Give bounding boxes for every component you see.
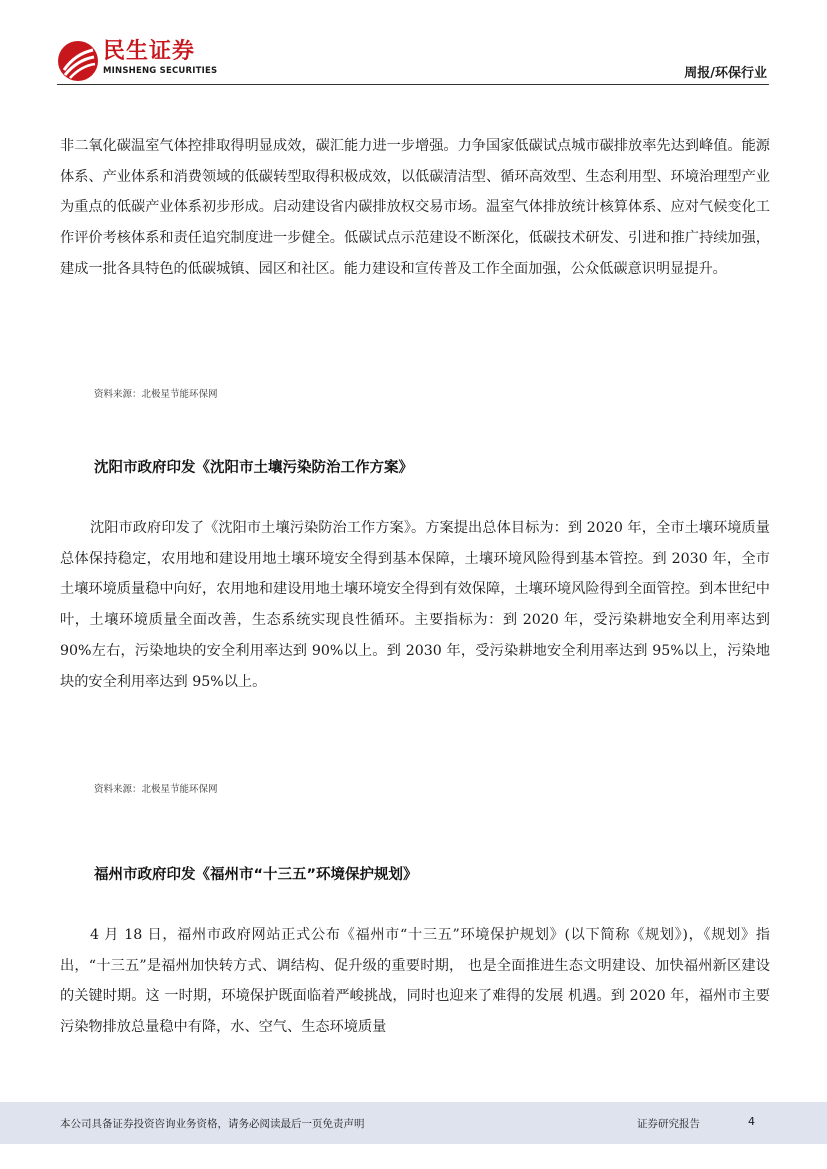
paragraph-low-carbon: 非二氧化碳温室气体控排取得明显成效，碳汇能力进一步增强。力争国家低碳试点城市碳排放率先达到峰值。能源体系、产业体系和消费领域的低碳转型取得积极成效，以低碳清洁型、循环高效型、生态利用型、环境治理型产业为重点的低碳产业体系初步形成。启动建设省内碳排放权交易市场。温室气体排放统计核算体系、应对气候变化工作评价考核体系和责任追究制度进一步健全。低碳试点示范建设不断深化，低碳技术研发、引进和推广持续加强，建成一批各具特色的低碳城镇、园区和社区。能力建设和宣传普及工作全面加强，公众低碳意识明显提升。	[60, 138, 770, 277]
page-header	[0, 0, 827, 90]
paragraph-shenyang: 沈阳市政府印发了《沈阳市土壤污染防治工作方案》。方案提出总体目标为：到 2020 年，全市土壤环境质量总体保持稳定，农用地和建设用地土壤环境安全得到基本保障，土壤环境风险得到基本管控。到 2030 年，全市土壤环境质量稳中向好，农用地和建设用地土壤环境安全得到有效保障，土壤环境风险得到全面管控。到本世纪中叶，土壤环境质量全面改善，生态系统实现良性循环。主要指标为：到 2020 年，受污染耕地安全利用率达到 90%左右，污染地块的安全利用率达到 90%以上。到 2030 年，受污染耕地安全利用率达到 95%以上，污染地块的安全利用率达到 95%以上。	[60, 520, 771, 690]
page-footer	[0, 1102, 827, 1144]
section-title-shenyang: 沈阳市政府印发《沈阳市土壤污染防治工作方案》	[94, 460, 413, 476]
brand-name-en: MINSHENG SECURITIES	[103, 66, 218, 76]
footer-disclaimer: 本公司具备证券投资咨询业务资格，请务必阅读最后一页免责声明	[60, 1118, 365, 1130]
section-title-fuzhou: 福州市政府印发《福州市“十三五”环境保护规划》	[94, 867, 418, 883]
report-type-label: 周报/环保行业	[684, 66, 767, 81]
source-note: 资料来源：北极星节能环保网	[94, 784, 218, 795]
footer-doc-type: 证券研究报告	[637, 1118, 700, 1130]
minsheng-logo-icon	[57, 40, 99, 82]
source-note: 资料来源：北极星节能环保网	[94, 389, 218, 400]
brand-name-cn: 民生证券	[103, 39, 196, 64]
page-number: 4	[748, 1115, 755, 1128]
paragraph-fuzhou: 4 月 18 日，福州市政府网站正式公布《福州市“十三五”环境保护规划》(以下简称《规划》)，《规划》指出，“十三五”是福州加快转方式、调结构、促升级的重要时期， 也是全面推进生态文明建设、加快福州新区建设的关键时期。这 一时期，环境保护既面临着严峻挑战，同时也迎来了难得的发展 机遇。到 2020 年，福州市主要污染物排放总量稳中有降，水、空气、生态环境质量	[60, 927, 770, 1036]
header-divider	[57, 84, 769, 85]
